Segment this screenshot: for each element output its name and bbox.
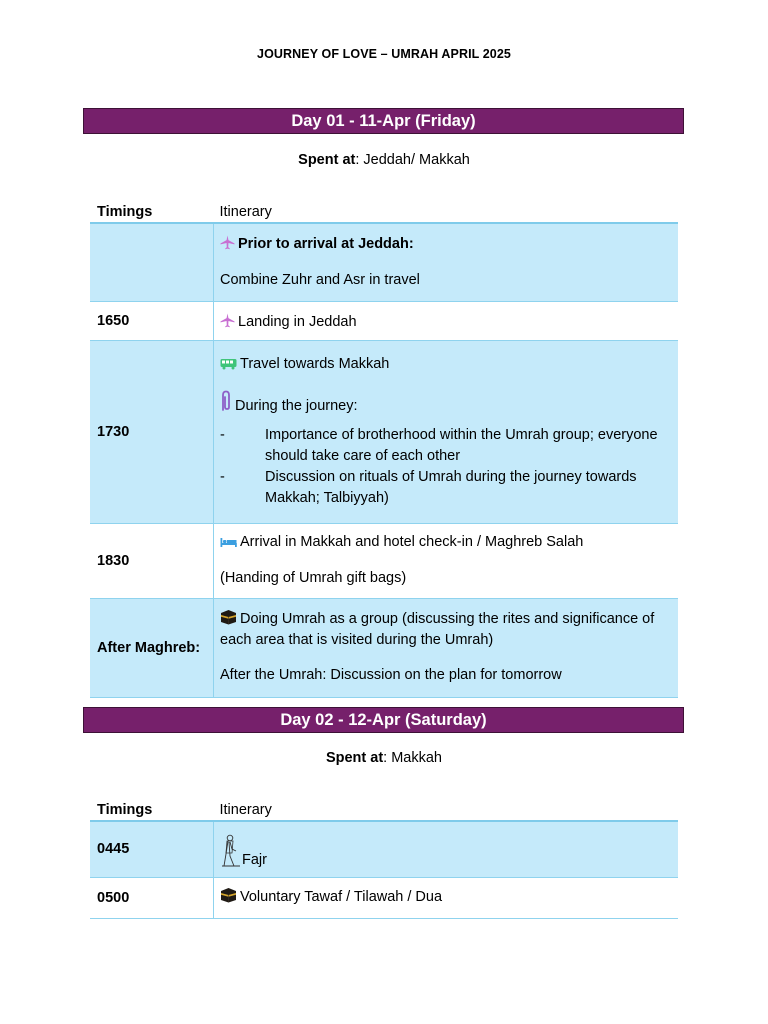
row-time: 1730 bbox=[90, 340, 214, 523]
timings-header: Timings bbox=[90, 196, 214, 223]
bed-icon bbox=[220, 537, 237, 548]
table-row bbox=[90, 340, 678, 523]
row-itinerary bbox=[214, 223, 679, 301]
row-journey-text: During the journey: bbox=[235, 398, 358, 414]
bullet-text: Discussion on rituals of Umrah during the journey towards Makkah; Talbiyyah) bbox=[265, 469, 637, 506]
table-row bbox=[90, 821, 678, 877]
row-time bbox=[90, 223, 214, 301]
row-time: After Maghreb: bbox=[90, 598, 214, 697]
row-itinerary bbox=[214, 877, 679, 918]
bullet-text: Importance of brotherhood within the Umrah group; everyone should take care of each other bbox=[265, 427, 658, 464]
row-text: Fajr bbox=[242, 851, 267, 868]
row-text: Arrival in Makkah and hotel check-in / Maghreb Salah bbox=[240, 534, 584, 550]
day-2-itinerary-table bbox=[90, 794, 678, 919]
day-1-banner: Day 01 - 11-Apr (Friday) bbox=[83, 108, 684, 134]
row-title: Prior to arrival at Jeddah: bbox=[238, 235, 414, 252]
table-row bbox=[90, 301, 678, 340]
day-1-itinerary-table bbox=[90, 196, 678, 698]
document-title: JOURNEY OF LOVE – UMRAH APRIL 2025 bbox=[257, 47, 511, 61]
row-itinerary bbox=[214, 340, 679, 523]
row-note: Combine Zuhr and Asr in travel bbox=[220, 271, 420, 288]
row-time: 1830 bbox=[90, 523, 214, 598]
row-itinerary bbox=[214, 821, 679, 877]
row-text: Doing Umrah as a group (discussing the rites and significance of each area that is visited during the Umrah) bbox=[220, 611, 655, 648]
row-text: Landing in Jeddah bbox=[238, 314, 357, 330]
table-header-row bbox=[90, 196, 678, 223]
spent-at-label: Spent at bbox=[298, 152, 356, 168]
table-header-row bbox=[90, 794, 678, 821]
day-1-spent-at bbox=[0, 152, 768, 168]
itinerary-header: Itinerary bbox=[214, 196, 679, 223]
kaaba-icon bbox=[220, 609, 237, 625]
table-row bbox=[90, 223, 678, 301]
row-itinerary bbox=[214, 598, 679, 697]
table-row bbox=[90, 598, 678, 697]
day-2-spent-at bbox=[0, 750, 768, 766]
row-travel-text: Travel towards Makkah bbox=[240, 356, 390, 372]
row-note: After the Umrah: Discussion on the plan for tomorrow bbox=[220, 667, 562, 683]
spent-at-value: : Jeddah/ Makkah bbox=[355, 152, 470, 168]
airplane-icon bbox=[220, 313, 235, 328]
row-time: 1650 bbox=[90, 301, 214, 340]
timings-header: Timings bbox=[90, 794, 214, 821]
table-row bbox=[90, 877, 678, 918]
praying-person-icon bbox=[220, 834, 242, 868]
table-row bbox=[90, 523, 678, 598]
row-time: 0445 bbox=[90, 821, 214, 877]
row-itinerary bbox=[214, 523, 679, 598]
row-itinerary bbox=[214, 301, 679, 340]
spent-at-label: Spent at bbox=[325, 750, 384, 766]
spent-at-value: : Makkah bbox=[383, 750, 443, 766]
bullet-item: - Discussion on rituals of Umrah during the journey towards Makkah; Talbiyyah) bbox=[220, 467, 670, 509]
itinerary-header: Itinerary bbox=[214, 794, 679, 821]
row-text: Voluntary Tawaf / Tilawah / Dua bbox=[240, 889, 443, 905]
row-time: 0500 bbox=[90, 877, 214, 918]
day-2-banner: Day 02 - 12-Apr (Saturday) bbox=[83, 707, 684, 733]
kaaba-icon bbox=[220, 887, 237, 903]
paperclip-icon bbox=[220, 390, 232, 412]
bus-icon bbox=[220, 358, 237, 370]
bullet-item: - Importance of brotherhood within the Umrah group; everyone should take care of each other bbox=[220, 425, 670, 467]
airplane-icon bbox=[220, 235, 235, 250]
row-note: (Handing of Umrah gift bags) bbox=[220, 570, 407, 586]
